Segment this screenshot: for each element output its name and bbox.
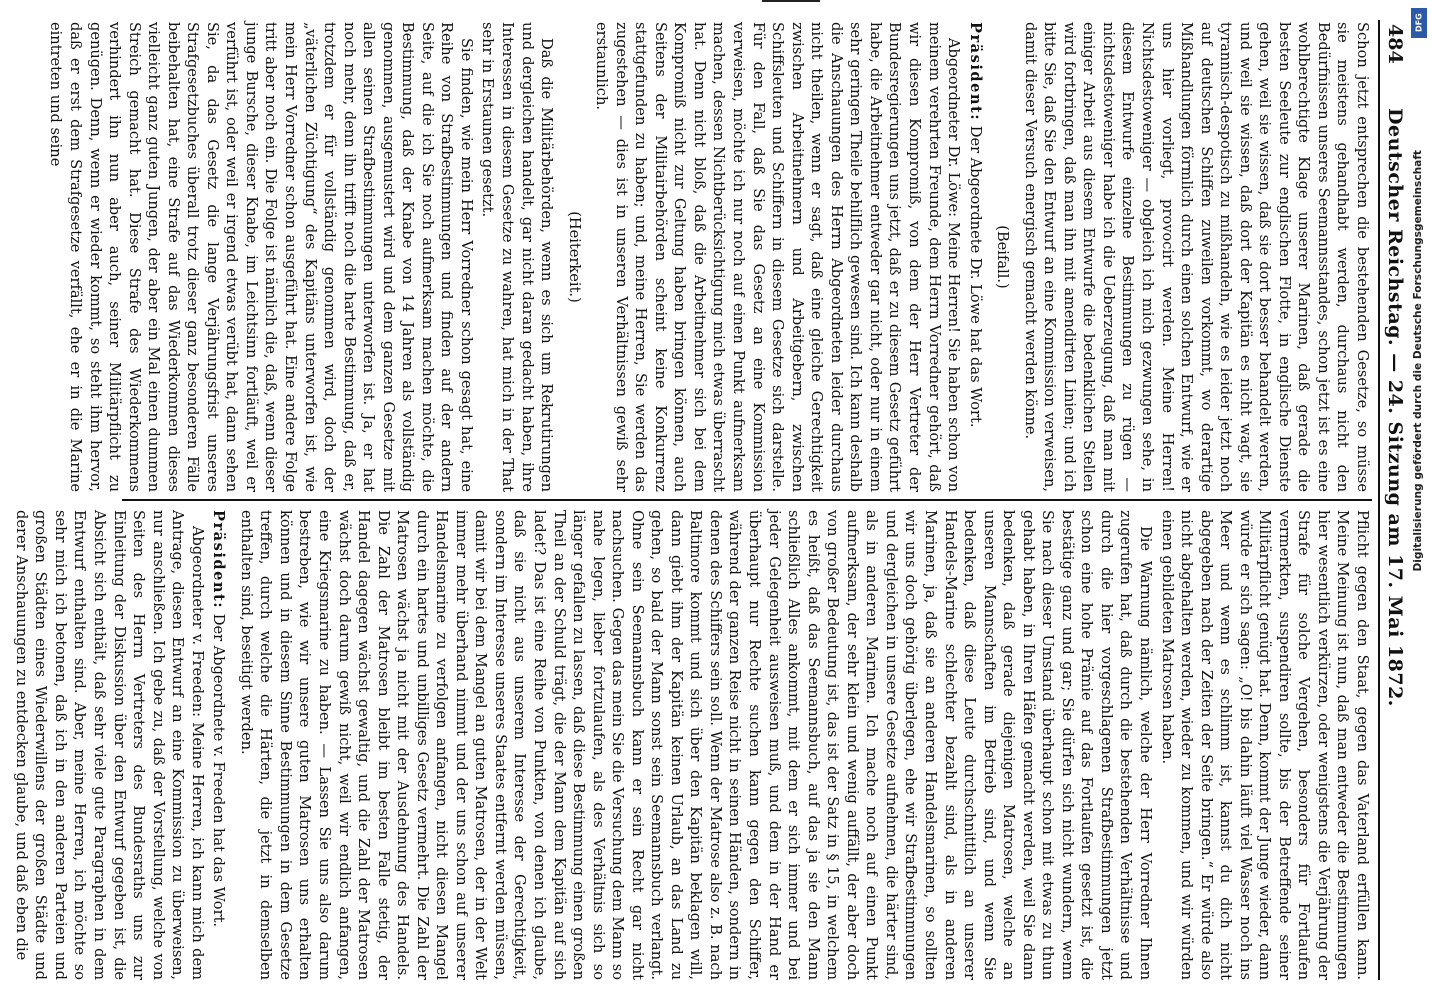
top-edge-mark (762, 0, 820, 2)
paragraph: Die Warnung nämlich, welche der Herr Vorredner Ihnen zugerufen hat, daß durch die bestehenden Verhältnisse und durch die hier vorgeschlagenen Strafbestimmungen jetzt schon eine hohe Prämie auf das Fortlaufen gesetzt ist, die bestätige ganz und gar; Sie dürfen sich nicht wundern, wenn Sie nach dieser Umstand überhaupt schon mit etwas zu thun gehabt haben, in Ihren Häfen gemacht werden, weil Sie dann bedenken, daß gerade diejenigen Matrosen, welche an unseren Mannschaften im Betrieb sind, und wenn Sie bedenken, daß diese Leute durchschnittlich an unserer Handels-Marine schlechter bezahlt sind, als in anderen Marinen, ja, daß sie an anderen Handelsmarinen, so sollten wir uns doch gehörig überlegen, ehe wir Strafbestimmungen und dergleichen in unsere Gesetze aufnehmen, die härter sind, als in anderen Marinen. Ich mache noch auf einen Punkt aufmerksam, der sehr klein und wenig auffällt, der aber doch von großer Bedeutung ist, das ist der Satz in § 15, in welchem es heißt, daß das Seemannsbuch, auf das ja sie den Mann schließlich Alles ankommt, mit dem er sich immer und bei jeder Gelegenheit ausweisen muß, und dem in der Hand er überhaupt nur Rechte suchen kann gegen den Schiffer, während der ganzen Reise nicht in seinen Händen, sondern in denen des Schiffers sein soll. Wenn der Matrose also z. B. nach Baltimore kommt und sich über den Kapitän beklagen will, dann giebt ihm der Kapitän keinen Urlaub, an das Land zu gehen, so bald der Mann sonst sein Seemannsbuch verlangt. Ohne sein Seemannsbuch kann er sein Recht gar nicht nachsuchen. Gegen das mein Sie die Versuchung dem Mann so nahe legen, lieber fortzulaufen, als des Verhältnis sich so länger gefallen zu lassen, daß diese Bestimmung einen großen Theil an der Schuld trägt, die der Mann dem Kapitän auf sich ladet? Das ist eine Reihe von Punkten, von denen ich glaube, daß sie nicht aus unserem Interesse der Gerechtigkeit, sondern im Interesse unseres Staates entfernt werden müssen, damit wir bei dem Mangel an guten Matrosen, der in der Welt immer mehr überhand nimmt und der uns schon auf unserer Handelsmarine zu verfolgen anfangen, nicht diesen Mangel durch ein hartes und unbilliges Gesetz vermehrt. Die Zahl der Matrosen wächst ja nicht mit der Ausdehnung des Handels. Die Zahl der Matrosen bleibt im besten Falle stetig, der Handel dagegen wächst gewaltig, und die Zahl der Matrosen wächst doch darum gewiß nicht, weil wir endlich anfangen, eine Kriegsmarine zu haben. — Lassen Sie uns also darum bestreben, wie wir unsere guten Matrosen uns erhalten können und in diesem Sinne Bestimmungen in dem Gesetze treffen, durch welche die Härten, die jetzt in demselben enthalten sind, beseitigt werden. (237, 510, 1154, 980)
digitization-credit (1408, 0, 1432, 1000)
right-column (9, 510, 1372, 980)
rotated-page (12, 10, 1408, 990)
president-label: Präsident: (966, 22, 984, 122)
president-line (965, 22, 985, 492)
left-column (44, 22, 1372, 492)
column-divider (122, 499, 1372, 501)
paragraph: Pflicht gegen den Staat, gegen das Vaterland erfüllen kann. Meine Meinung ist nun, daß man entweder die Bestimmungen hier wesentlich verkürzen, oder wenigstens die Verjährung der Strafe für solche Vergehen, besonders für Fortlaufen vermerkten, suspendiren sollte, bis der Betreffende seiner Militärpflicht genügt hat. Denn, kommt der Junge wieder, dann würde er sich sagen: „O! bis dahin läuft viel Wasser noch ins Meer und wenn es schlimm ist, kannst du dich nicht abgegeben nach der Zeiten der Seite bringen.“ Er würde also nicht abgehalten werden, wieder zu kommen, und wir würden einen gebildeten Matrosen haben. (1158, 510, 1371, 980)
president-label: Präsident: (210, 510, 228, 610)
paragraph: Sie finden, wie mein Herr Vorredner schon gesagt hat, eine Reihe von Strafbestimmungen und finden auf der andern Seite, auf die ich Sie noch aufmerksam machen möchte, die Bestimmung, daß der Knabe von 14 Jahren als vollständig genommen, ausgemustert wird und dem ganzen Gesetze mit allen seinen Strafbestimmungen unterworfen ist. Ja, er hat noch mehr, denn ihn trifft noch die harte Bestimmung, daß er, trotzdem er für vollständig genommen wird, doch der „väterlichen Züchtigung“ des Kapitäns unterworfen ist, wie mein Herr Vorredner schon ausgeführt hat. Eine andere Folge tritt aber noch ein. Die Folge ist nämlich die, daß, wenn dieser junge Bursche, dieser Knabe, im Leichtsinn fortläuft, weil er verführt ist, oder weil er irgend etwas verübt hat, dann sehen Sie, da das Gesetz die lange Verjährungsfrist unseres Strafgesetzbuches überall trotz dieser ganz besonderen Fälle beibehalten hat, eine Strafe auf das Wiederkommen dieses vielleicht ganz guten Jungen, der aber ein Mal einen dummen Streich gemacht hat. Diese Strafe des Wiederkommens verhindert ihn nun aber auch, seiner Militärpflicht zu genügen. Denn, wenn er wieder kommt, so steht ihm hervor, daß er erst dem Strafgesetze verfällt, ehe er in die Marine eintreten und seine (47, 22, 475, 492)
paragraph: Schon jetzt entsprechen die bestehenden Gesetze, so müsse sie meistens gehandhabt werden, durchaus nicht den Bedürfnissen unseres Seemannsstandes, schon jetzt ist es eine wohlberechtigte Klage unserer Marinen, daß gerade die besten Seeleute zur englischen Flotte, in englische Dienste gehen, weil sie wissen, daß sie dort besser behandelt werden, und weil sie wissen, daß dort der Kapitän es nicht wagt, sie tyrannisch-despotisch zu mißhandeln, wie es leider jetzt noch auf deutschen Schiffen zuweilen vorkommt, wo derartige Mißhandlungen förmlich durch einen solchen Entwurf, wie er uns hier vorliegt, provocirt werden. Meine Herren! Nichtsdestoweniger — obgleich ich mich gezwungen sehe, in diesem Entwurfe einzelne Bestimmungen zu rügen — nichtsdestoweniger habe ich die Ueberzeugung, daß man mit einiger Arbeit aus diesem Entwurfe die bedenklichen Stellen wird fortbringen, daß man ihn mit amendirten Linien; und ich bitte Sie, daß Sie den Entwurf an eine Kommission verweisen, damit dieser Versuch energisch gemacht werden könne. (1021, 22, 1371, 492)
dfg-logo: DFG (1411, 8, 1427, 38)
paragraph: Abgeordneter Dr. Löwe: Meine Herren! Sie haben schon von meinem verehrten Freunde, dem Herrn Vorredner gehört, daß wir diesen Kompromiß, von dem der Herr Vertreter der Bundesregierungen uns jetzt, daß er zu diesem Gesetz geführt habe, die Arbeitnehmer entweder gar nicht, oder nur in einem sehr geringen Theile behilflich gewesen sind. Ich kann deshalb die Anschauungen des Herrn Abgeordneten leider durchaus nicht theilen, wenn er sagt, daß eine gleiche Gerechtigkeit zwischen Arbeitnehmern und Arbeitgebern, zwischen Schiffsleuten und Schiffern in diesem Gesetze sich darstelle. Für den Fall, daß Sie das Gesetz an eine Kommission verweisen, möchte ich nur noch auf einen Punkt aufmerksam machen, dessen Nichtberücksichtigung mich etwas überrascht hat. Denn nicht bloß, daß die Arbeitnehmer sich bei dem Kompromiß nicht zur Geltung haben bringen können, auch Seitens der Militairbehörden scheint keine Konkurrenz stattgefunden zu haben; und, meine Herren, Sie werden das zugestehen — dies ist in unseren Verhältnissen gewiß sehr erstaunlich. (593, 22, 963, 492)
page-header (1378, 20, 1406, 980)
president-text: Der Abgeordnete v. Freeden hat das Wort. (210, 613, 228, 928)
paragraph: Abgeordneter v. Freeden: Meine Herren, ich kann mich dem Antrage, diesen Entwurf an eine Kommission zu überweisen, nur anschließen. Ich gebe zu, daß der Vorstellung, welche von Seiten des Herrn Vertreters des Bundesraths uns zur Einleitung der Diskussion über den Entwurf gegeben ist, die Absicht sich enthält, daß sehr viele gute Paragraphen in dem Entwurf enthalten sind. Aber, meine Herren, ich möchte so sehr mich ich betonen, daß ich in den anderen Parteien und großen Städten eines Wiederwillens der großen Städte und derer Anschauungen zu entdecken glaube, und daß eben die (12, 510, 206, 980)
credit-text: Digitalisierung gefördert durch die Deutsche Forschungsgemeinschaft (1412, 150, 1424, 572)
paragraph: Daß die Militärbehörden, wenn es sich um Rekrutirungen und dergleichen handelt, gar nicht daran gedacht haben, ihre Interessen in diesem Gesetze zu wahren, hat mich in der That sehr in Erstaunen gesetzt. (479, 22, 556, 492)
laughter-note: (Heiterkeit.) (565, 211, 583, 303)
president-line (209, 510, 229, 980)
president-text: Der Abgeordnete Dr. Löwe hat das Wort. (966, 125, 984, 428)
header-title: Deutscher Reichstag. — 24. Sitzung am 17. Mai 1872. (1384, 108, 1406, 707)
applause-note: (Beifall.) (994, 225, 1012, 289)
page-number: 484 (1384, 24, 1406, 64)
